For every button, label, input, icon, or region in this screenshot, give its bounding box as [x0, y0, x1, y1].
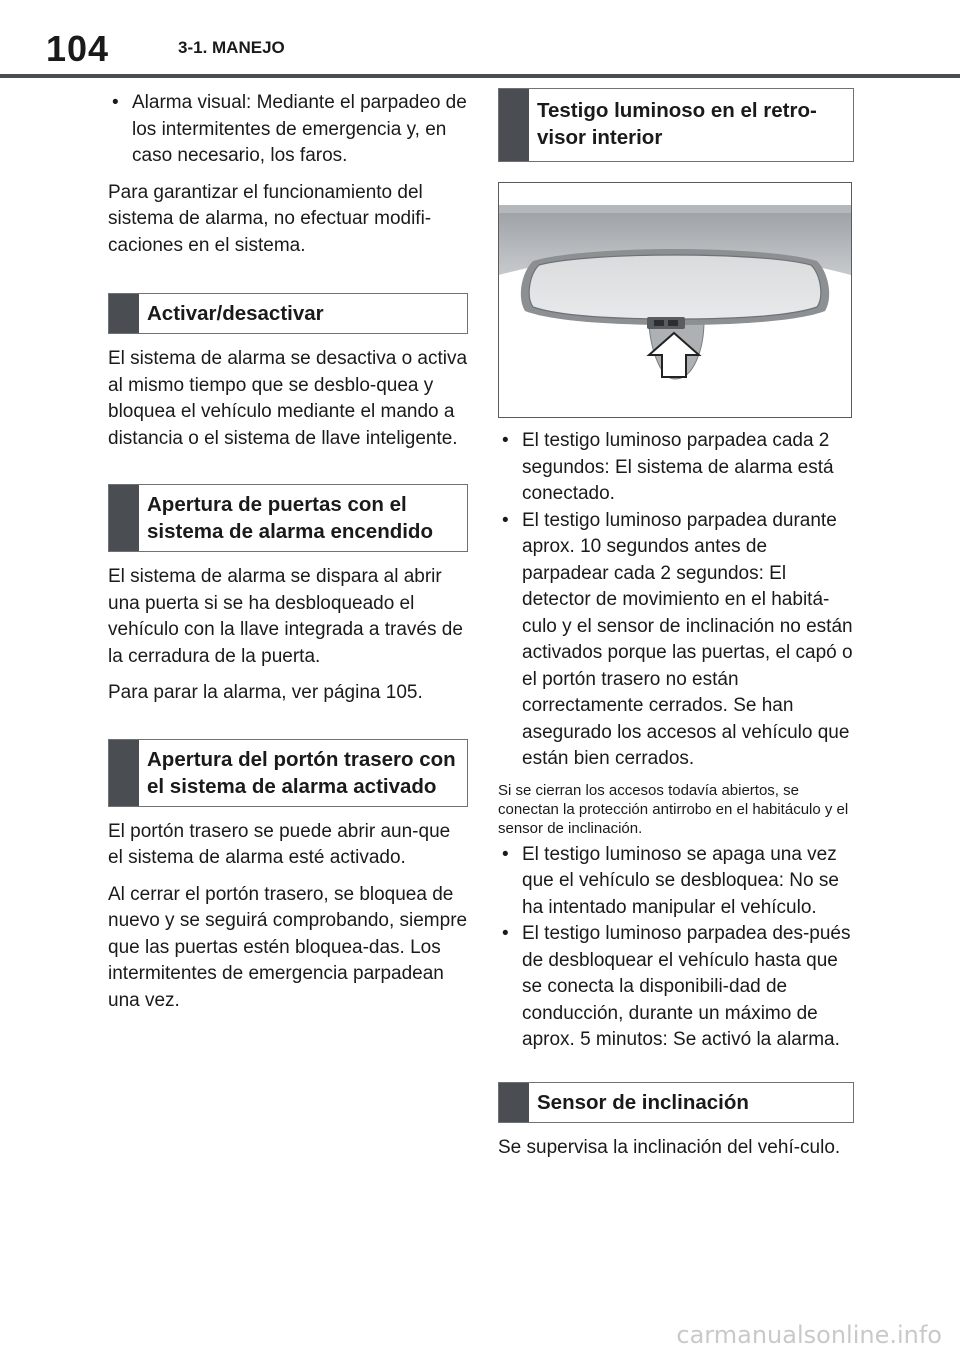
list-item-text: El testigo luminoso se apaga una vez que el vehículo se desbloquea: No se ha intentado manipular el vehículo.: [522, 843, 839, 918]
chapter-title: 3-1. MANEJO: [178, 38, 285, 57]
note-text: Si se cierran los accesos todavía abiertos, se conectan la protección antirrobo en el habitáculo y el sensor de inclinación.: [498, 781, 849, 837]
list-item-text: El testigo luminoso parpadea cada 2 segundos: El sistema de alarma está conectado.: [522, 430, 834, 504]
list-item-text: Alarma visual: Mediante el parpadeo de los intermitentes de emergencia y, en caso necesario, los faros.: [132, 92, 467, 166]
heading-text: Sensor de inclinación: [537, 1090, 749, 1114]
list-item: [108, 90, 468, 170]
heading-bar: [109, 485, 139, 551]
section-heading-sensor: [498, 1082, 854, 1123]
watermark: carmanualsonline.info: [676, 1321, 942, 1349]
section-heading-testigo: [498, 88, 854, 162]
list-item: [498, 428, 854, 508]
heading-text: Apertura de puertas con el sistema de alarma encendido: [147, 493, 433, 543]
paragraph: Para garantizar el funcionamiento del sistema de alarma, no efectuar modifi-caciones en el sistema.: [108, 181, 432, 256]
page-number: 104: [46, 28, 110, 69]
paragraph: Se supervisa la inclinación del vehí-culo.: [498, 1136, 841, 1158]
rearview-mirror-figure: [498, 182, 852, 418]
right-column: [498, 88, 854, 1161]
heading-text: Activar/desactivar: [147, 302, 324, 325]
heading-bar: [109, 740, 139, 806]
bullet-dot: •: [502, 430, 509, 451]
paragraph: El portón trasero se puede abrir aun-que el sistema de alarma esté activado.: [108, 820, 451, 868]
list-item-text: El testigo luminoso parpadea durante aprox. 10 segundos antes de parpadear cada 2 segundos: El detector de movimiento en el habitá-culo y el sensor de inclinación no están activados porque las puertas, el capó o el portón trasero no están correctamente cerrados. Se han asegurado los accesos al vehículo que están bien cerrados.: [522, 509, 853, 769]
left-column: [108, 90, 468, 1014]
paragraph: Para parar la alarma, ver página 105.: [108, 682, 423, 703]
list-item: [498, 921, 854, 1054]
section-heading-apertura-puertas: [108, 484, 468, 552]
heading-bar: [499, 89, 529, 161]
list-item: [498, 842, 854, 922]
bullet-dot: •: [502, 509, 509, 531]
heading-bar: [499, 1083, 529, 1122]
bullet-dot: •: [112, 92, 119, 113]
heading-text: Testigo luminoso en el retro-visor interior: [537, 99, 817, 149]
rearview-mirror-illustration: [499, 183, 851, 417]
page-header: [0, 0, 960, 78]
header-divider: [0, 74, 960, 78]
paragraph: El sistema de alarma se dispara al abrir una puerta si se ha desbloqueado el vehículo con la llave integrada a través de la cerradura de la puerta.: [108, 566, 463, 667]
section-heading-activar: [108, 293, 468, 334]
bullet-dot: •: [502, 843, 509, 865]
indicator-light: [647, 317, 685, 329]
mirror-glass: [529, 255, 821, 319]
heading-bar: [109, 294, 139, 333]
bullet-dot: •: [502, 923, 509, 944]
list-item: [498, 508, 854, 773]
list-item-text: El testigo luminoso parpadea des-pués de desbloquear el vehículo hasta que se conecta la disponibili-dad de conducción, durante un máximo de aprox. 5 minutos: Se activó la alarma.: [522, 923, 851, 1050]
heading-text: Apertura del portón trasero con el sistema de alarma activado: [147, 747, 456, 798]
paragraph: El sistema de alarma se desactiva o activa al mismo tiempo que se desblo-quea y bloquea el vehículo mediante el mando a distancia o el sistema de llave inteligente.: [108, 348, 468, 449]
paragraph: Al cerrar el portón trasero, se bloquea de nuevo y se seguirá comprobando, siempre que las puertas estén bloquea-das. Los intermitentes de emergencia parpadean una vez.: [108, 883, 468, 1011]
section-heading-apertura-porton: [108, 739, 468, 807]
